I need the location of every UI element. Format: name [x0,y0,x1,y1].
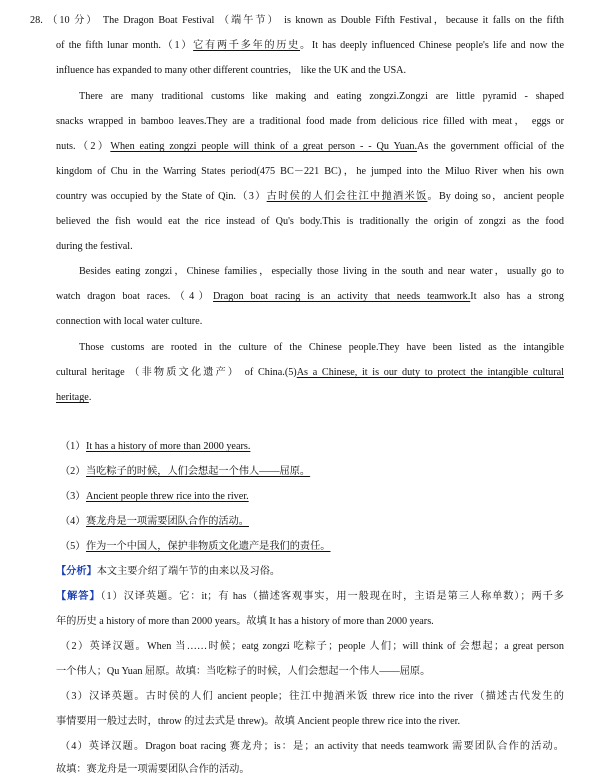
text-span: 。It has deeply influenced Chinese people's life and now the [300,40,564,51]
answer-text: It has a history of more than 2000 years. [86,441,251,452]
question-line: influence has expanded to many other different countries， like the UK and the USA. [56,65,407,76]
answer-text: 作为一个中国人，保护非物质文化遗产是我们的责任。 [86,541,331,552]
question-line [56,140,564,154]
text-span: cultural heritage （非物质文化遗产） of China.(5) [56,367,297,378]
text-span: （1）汉译英题。它：it；有 has（描述客观事实，用一般现在时，主语是第三人称单数）；两千多 [100,591,564,602]
question-number: 28. [30,15,43,26]
explanation-line: 一个伟人；Qu Yuan 屈原。故填：当吃粽子的时候，人们会想起一个伟人——屈原。 [56,666,431,677]
question-points: （10 分） [47,15,99,26]
explanation-line: 年的历史 a history of more than 2000 years。故填 It has a history of more than 2000 years. [56,616,434,627]
answer-row [60,540,568,554]
question-line: during the festival. [56,241,133,252]
question-line [30,14,564,28]
question-line [56,290,564,304]
question-line [56,39,564,53]
analysis-row [56,565,564,579]
text-span: . [88,392,92,403]
explanation-tag: 【解答】 [56,591,101,602]
question-line: Those customs are rooted in the culture of the Chinese people.They have been listed as the intangible [79,342,564,353]
analysis-text: 本文主要介绍了端午节的由来以及习俗。 [96,566,281,577]
translation-target-5: As a Chinese, it is our duty to protect the intangible cultural [296,367,564,378]
answer-row [60,465,568,479]
translation-target-1: 它有两千多年的历史 [193,40,301,51]
text-span: 。By doing so，ancient people [427,191,564,202]
answer-text: Ancient people threw rice into the river. [86,491,249,502]
answer-text: 赛龙舟是一项需要团队合作的活动。 [86,516,249,527]
text-span: country was occupied by the State of Qin.（3） [56,191,267,202]
question-line: believed the fish would eat the rice instead of Qu's body.This is traditionally the origin of zongzi as the food [56,216,564,227]
text-span: As the government official of the [417,141,564,152]
question-line [56,391,564,405]
question-line: There are many traditional customs like making and eating zongzi.Zongzi are little pyramid - shaped [79,91,564,102]
text-span: heritage [56,392,89,403]
answer-text: 当吃粽子的时候，人们会想起一个伟人——屈原。 [86,466,311,477]
explanation-line: （2）英译汉题。When 当……时候；eatg zongzi 吃粽子；people 人们；will think of 会想起；a great person [60,641,564,652]
analysis-tag: 【分析】 [56,566,97,577]
answer-label: （4） [60,516,86,527]
translation-target-4: Dragon boat racing is an activity that needs teamwork. [213,291,471,302]
question-line [56,366,564,380]
text-span: nuts.（2） [56,141,111,152]
explanation-line: （4）英译汉题。Dragon boat racing 赛龙舟；is：是；an activity that needs teamwork 需要团队合作的活动。 [60,741,564,752]
answer-label: （1） [60,441,86,452]
question-line: snacks wrapped in bamboo leaves.They are a traditional food made from delicious rice filled with meat， eggs or [56,116,564,127]
explanation-line: 故填：赛龙舟是一项需要团队合作的活动。 [56,764,250,775]
text-span: of the fifth lunar month.（1） [56,40,194,51]
explanation-line: 事情要用一般过去时，throw 的过去式是 threw)。故填 Ancient people threw rice into the river. [56,716,461,727]
question-line: Besides eating zongzi，Chinese families，especially those living in the south and near water，usually go to [79,266,564,277]
question-line [56,190,564,204]
explanation-row [56,590,564,604]
question-line: connection with local water culture. [56,316,203,327]
translation-target-3: 古时侯的人们会往江中抛酒米饭 [266,191,428,202]
answer-label: （3） [60,491,86,502]
answer-label: （5） [60,541,86,552]
answer-row [60,515,568,529]
explanation-line: （3）汉译英题。古时侯的人们 ancient people；往江中抛酒米饭 threw rice into the river（描述古代发生的 [60,691,564,702]
translation-target-2: When eating zongzi people will think of a great person - - Qu Yuan. [110,141,417,152]
answer-row [60,490,568,504]
answer-label: （2） [60,466,86,477]
text-span: watch dragon boat races.（4） [56,291,214,302]
answer-row [60,440,568,454]
text-line: The Dragon Boat Festival （端午节） is known as Double Fifth Festival，because it falls on the fifth [102,15,564,26]
question-line: kingdom of Chu in the Warring States period(475 BC－221 BC)，he jumped into the Miluo River when his own [56,166,564,177]
text-span: It also has a strong [470,291,564,302]
